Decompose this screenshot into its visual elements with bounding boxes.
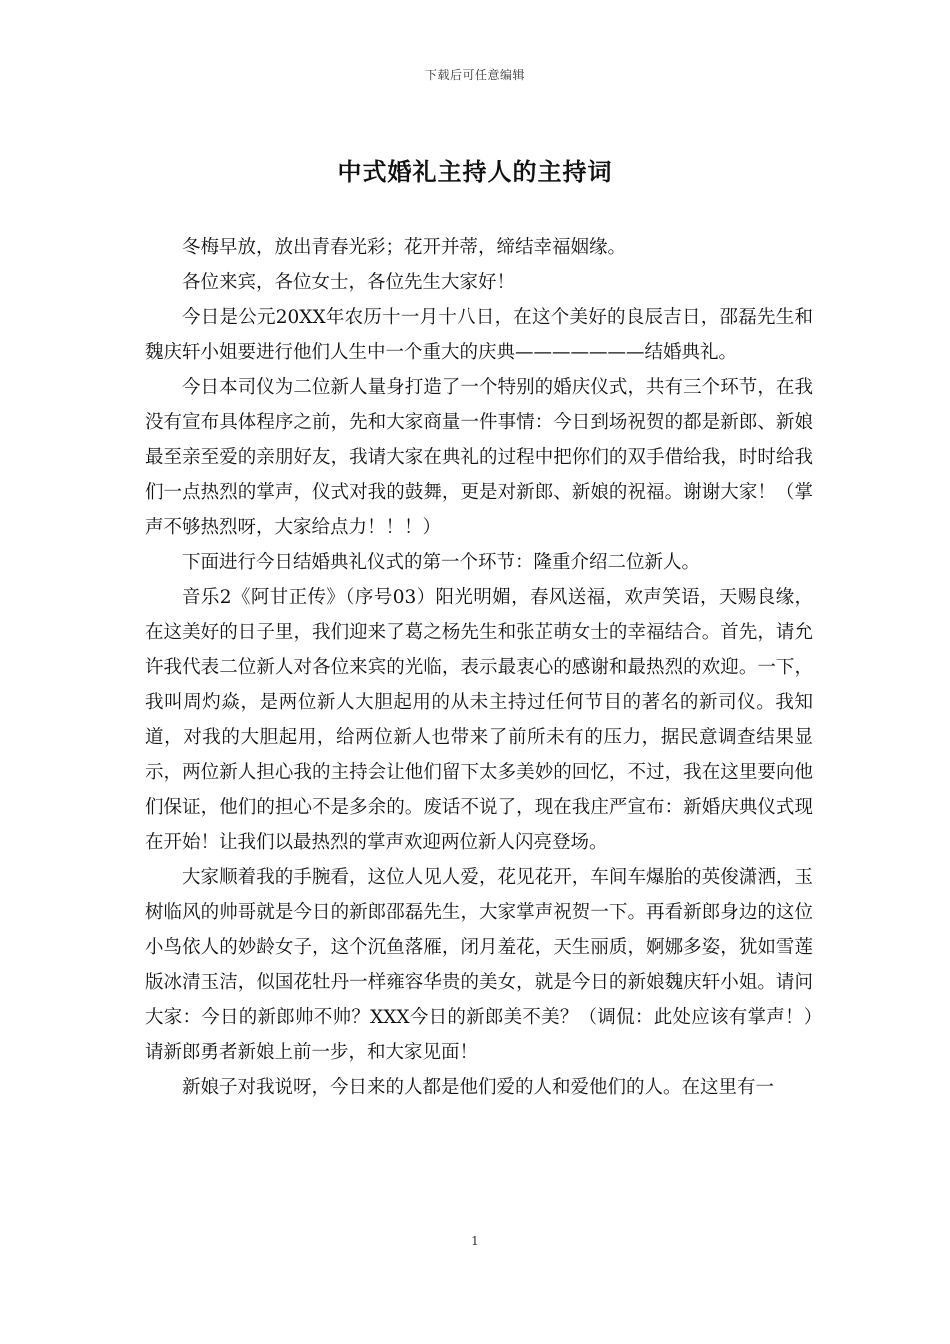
document-title: 中式婚礼主持人的主持词 [337, 157, 613, 186]
paragraph-first-segment: 下面进行今日结婚典礼仪式的第一个环节：隆重介绍二位新人。 [182, 552, 701, 573]
page-number: 1 [471, 1234, 479, 1248]
paragraph-date-announcement: 今日是公元20XX年农历十一月十八日，在这个美好的良辰吉日，邵磊先生和魏庆轩小姐要进行他们人生中一个重大的庆典———————结婚典礼。 [145, 307, 813, 363]
header-note: 下载后可任意编辑 [424, 68, 525, 82]
paragraph-bride-remarks: 新娘子对我说呀，今日来的人都是他们爱的人和爱他们的人。在这里有一 [182, 1077, 775, 1098]
document-body [145, 230, 813, 1105]
paragraph-opening-couplet: 冬梅早放，放出青春光彩；花开并蒂，缔结幸福姻缘。 [182, 237, 627, 258]
paragraph-music-welcome: 音乐2《阿甘正传》（序号03）阳光明媚，春风送福，欢声笑语，天赐良缘，在这美好的日子里，我们迎来了葛之杨先生和张芷萌女士的幸福结合。首先，请允许我代表二位新人对各位来宾的光临，表示最衷心的感谢和最热烈的欢迎。一下，我叫周灼焱，是两位新人大胆起用的从未主持过任何节目的著名的新司仪。我知道，对我的大胆起用，给两位新人也带来了前所未有的压力，据民意调查结果显示，两位新人担心我的主持会让他们留下太多美妙的回忆，不过，我在这里要向他们保证，他们的担心不是多余的。废话不说了，现在我庄严宣布：新婚庆典仪式现在开始！让我们以最热烈的掌声欢迎两位新人闪亮登场。 [145, 587, 813, 853]
paragraph-ceremony-intro: 今日本司仪为二位新人量身打造了一个特别的婚庆仪式，共有三个环节，在我没有宣布具体程序之前，先和大家商量一件事情：今日到场祝贺的都是新郎、新娘最至亲至爱的亲朋好友，我请大家在典礼的过程中把你们的双手借给我，时时给我们一点热烈的掌声，仪式对我的鼓舞，更是对新郎、新娘的祝福。谢谢大家！（掌声不够热烈呀，大家给点力！！！） [145, 377, 813, 538]
paragraph-greeting: 各位来宾，各位女士，各位先生大家好！ [182, 272, 516, 293]
paragraph-couple-introduction: 大家顺着我的手腕看，这位人见人爱，花见花开，车间车爆胎的英俊潇洒，玉树临风的帅哥就是今日的新郎邵磊先生，大家掌声祝贺一下。再看新郎身边的这位小鸟依人的妙龄女子，这个沉鱼落雁，闭月羞花，天生丽质，婀娜多姿，犹如雪莲版冰清玉洁，似国花牡丹一样雍容华贵的美女，就是今日的新娘魏庆轩小姐。请问大家：今日的新郎帅不帅？XXX今日的新郎美不美？（调侃：此处应该有掌声！）请新郎勇者新娘上前一步，和大家见面！ [145, 867, 813, 1063]
